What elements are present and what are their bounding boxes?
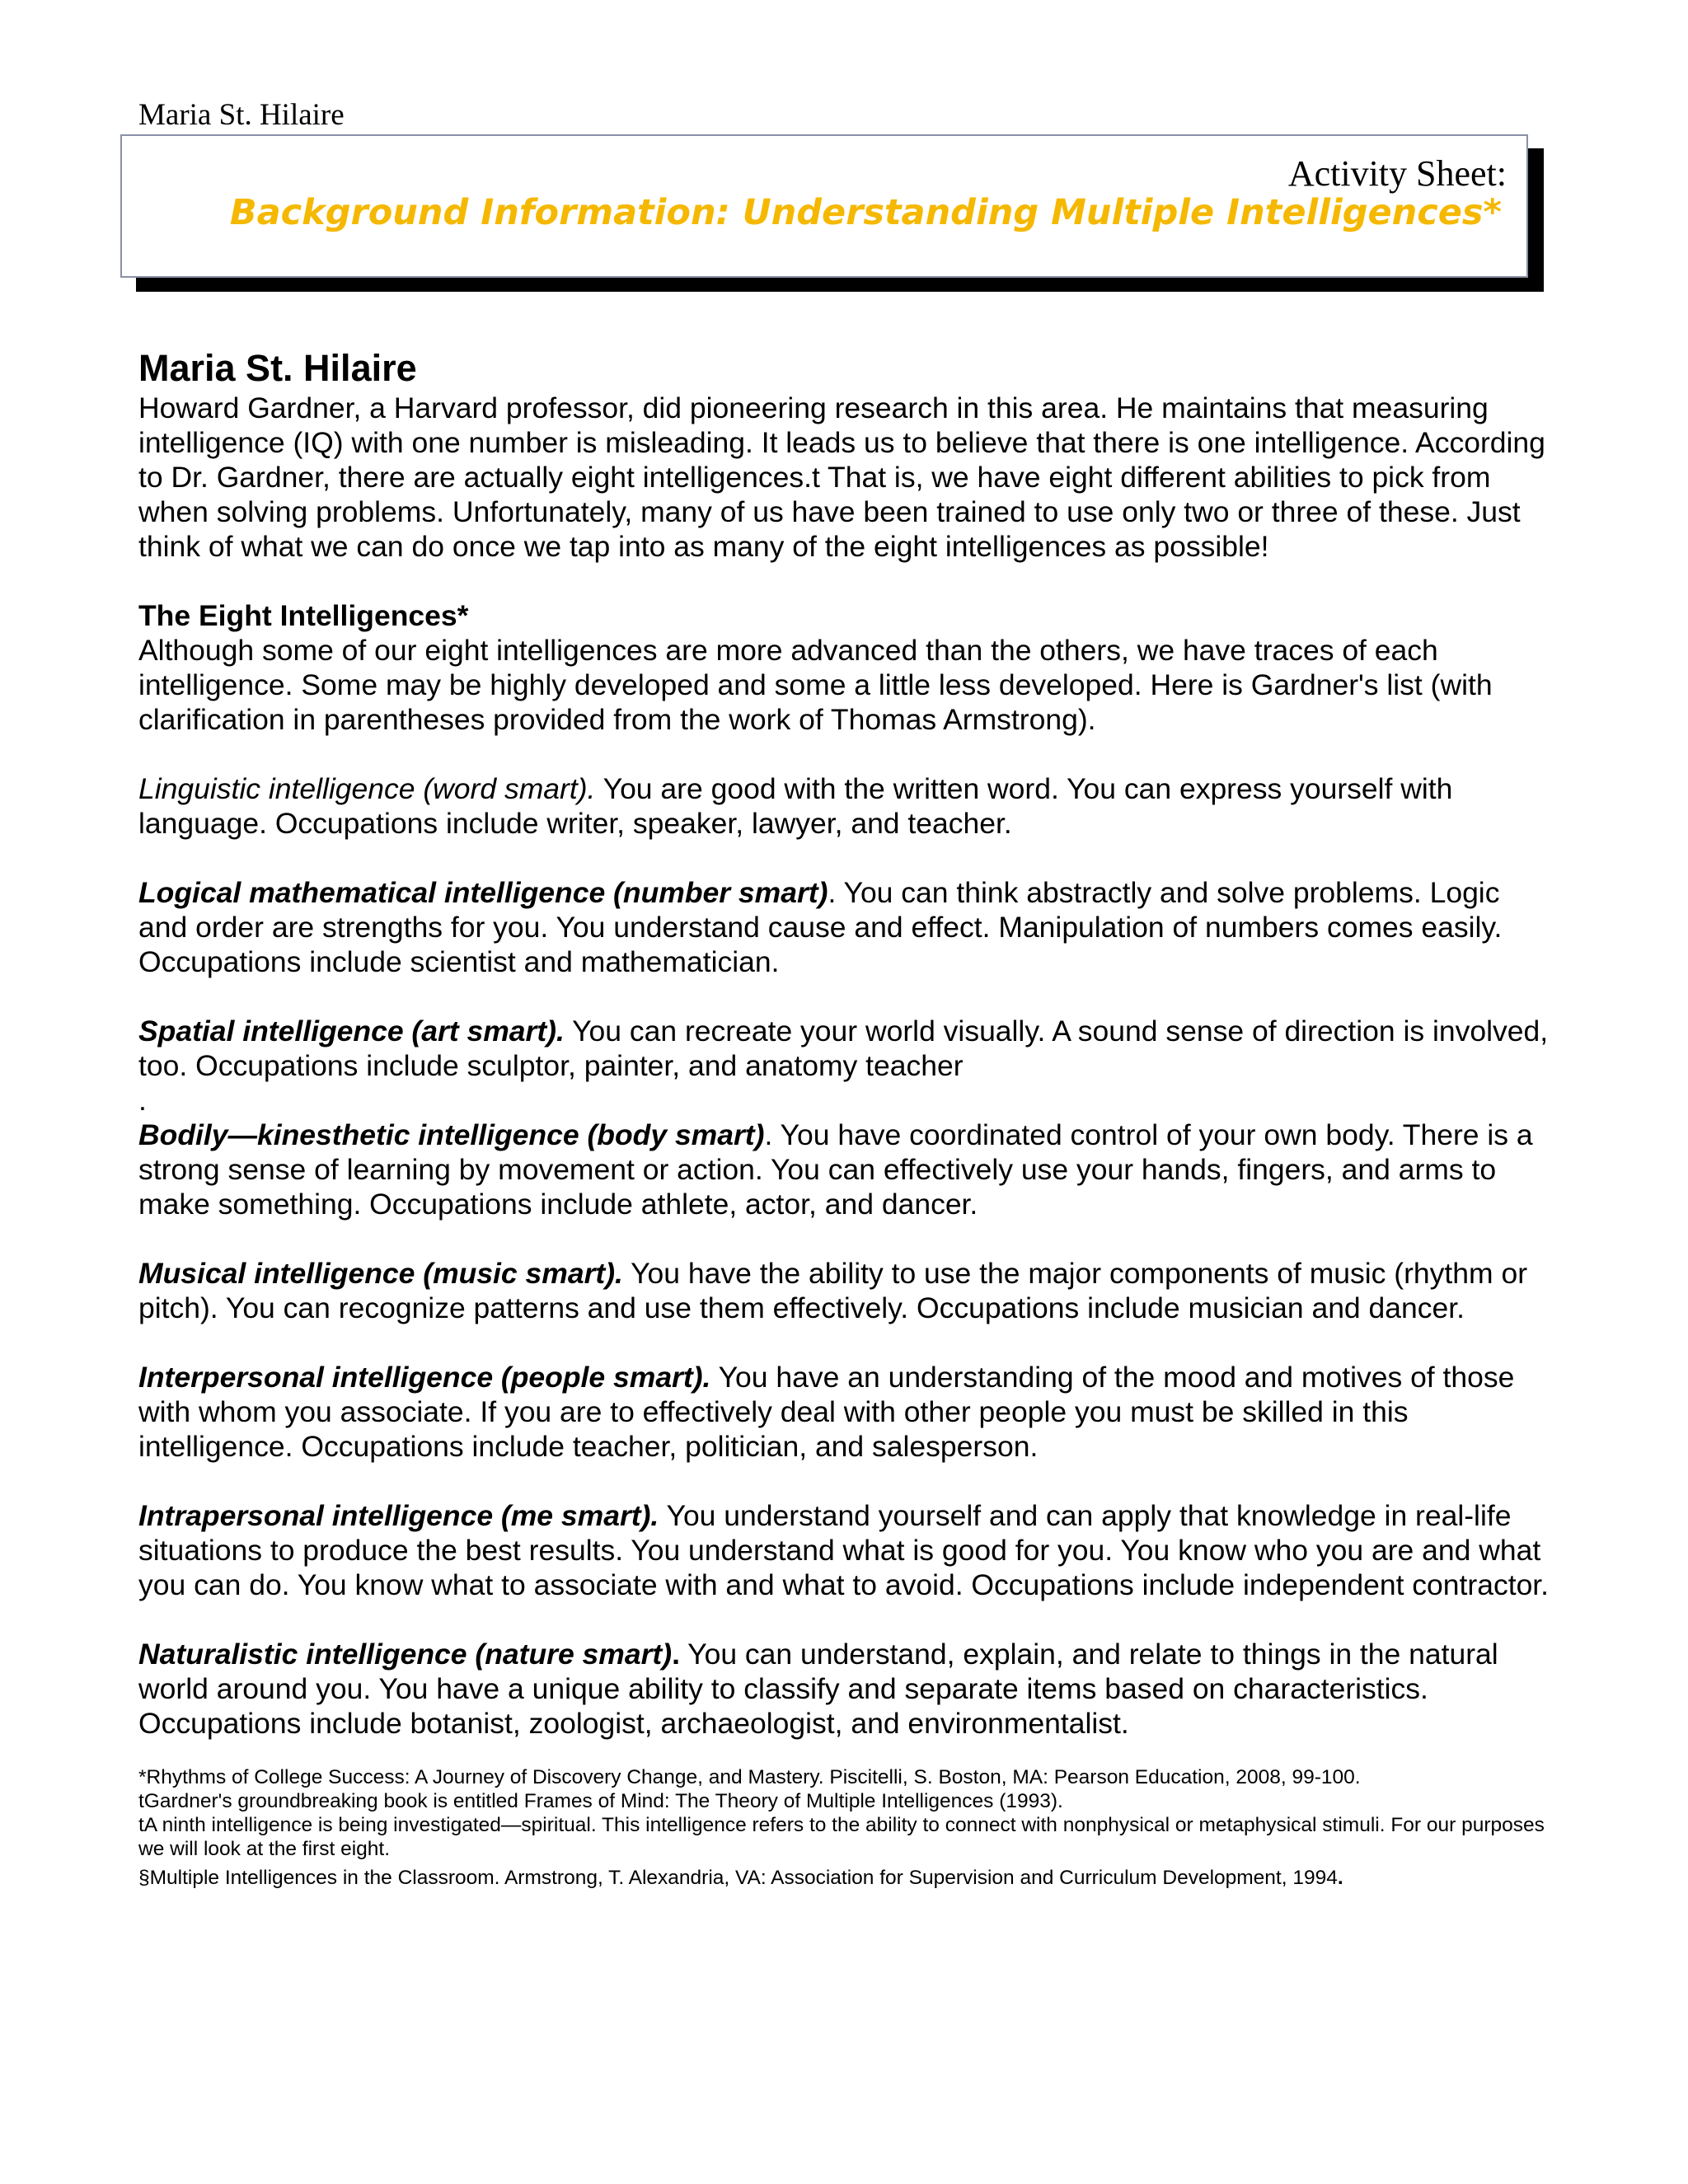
footnote: tGardner's groundbreaking book is entitled Frames of Mind: The Theory of Multiple Intelligences (1993). [138,1790,1063,1812]
document-body [138,346,1556,1890]
intelligence-intrapersonal: Intrapersonal intelligence (me smart). You understand yourself and can apply that knowledge in real-life situations to produce the best results. You understand what is good for you. You know who you are and what you can do. You know what to associate with and what to avoid. Occupations include independent contractor. [138,1499,1550,1601]
intelligence-naturalistic: Naturalistic intelligence (nature smart). You can understand, explain, and relate to things in the natural world around you. You have a unique ability to classify and separate items based on characteristics. Occupations include botanist, zoologist, archaeologist, and environmentalist. [138,1638,1498,1740]
intro-paragraph: Howard Gardner, a Harvard professor, did pioneering research in this area. He maintains that measuring intelligence (IQ) with one number is misleading. It leads us to believe that there is one intelligence. According to Dr. Gardner, there are actually eight intelligences.t That is, we have eight different abilities to pick from when solving problems. Unfortunately, many of us have been trained to use only two or three of these. Just think of what we can do once we tap into as many of the eight intelligences as possible! [138,391,1545,563]
running-header: Maria St. Hilaire [138,98,345,132]
intelligence-term: Bodily—kinesthetic intelligence (body smart) [138,1118,765,1151]
intelligence-bodily: Bodily—kinesthetic intelligence (body smart). You have coordinated control of your own body. There is a strong sense of learning by movement or action. You can effectively use your hands, fingers, and arms to make something. Occupations include athlete, actor, and dancer. [138,1118,1533,1221]
activity-sheet-label: Activity Sheet: [1287,153,1507,194]
intelligence-musical: Musical intelligence (music smart). You have the ability to use the major components of music (rhythm or pitch). You can recognize patterns and use them effectively. Occupations include musician and dancer. [138,1257,1528,1324]
section-heading: The Eight Intelligences* [138,599,469,632]
intelligence-linguistic: Linguistic intelligence (word smart). You are good with the written word. You can express yourself with language. Occupations include writer, speaker, lawyer, and teacher. [138,772,1453,840]
footnote: §Multiple Intelligences in the Classroom. Armstrong, T. Alexandria, VA: Association for Supervision and Curriculum Development, 1994. [138,1867,1343,1889]
document-title: Background Information: Understanding Multiple Intelligences* [229,192,1502,233]
footnotes [138,1765,1556,1890]
intelligence-spatial: Spatial intelligence (art smart). You can recreate your world visually. A sound sense of direction is involved, too. Occupations include sculptor, painter, and anatomy teacher [138,1015,1549,1082]
footnote: *Rhythms of College Success: A Journey of Discovery Change, and Mastery. Piscitelli, S. Boston, MA: Pearson Education, 2008, 99-100. [138,1766,1361,1788]
footnote: tA ninth intelligence is being investigated—spiritual. This intelligence refers to the ability to connect with nonphysical or metaphysical stimuli. For our purposes we will look at the first eight. [138,1814,1545,1860]
intelligence-logical: Logical mathematical intelligence (number smart). You can think abstractly and solve problems. Logic and order are strengths for you. You understand cause and effect. Manipulation of numbers comes easily. Occupations include scientist and mathematician. [138,876,1503,978]
author-name: Maria St. Hilaire [138,347,417,389]
intelligence-term: Intrapersonal intelligence (me smart). [138,1499,659,1532]
intelligence-term: Spatial intelligence (art smart). [138,1015,565,1047]
intelligence-term: Logical mathematical intelligence (number smart) [138,876,828,909]
stray-period: . [138,1084,147,1117]
intelligence-term: Interpersonal intelligence (people smart). [138,1361,711,1394]
intelligence-term: Musical intelligence (music smart). [138,1257,623,1290]
intelligence-term: Linguistic intelligence (word smart). [138,772,596,805]
title-box [120,134,1528,278]
intelligence-term: Naturalistic intelligence (nature smart) [138,1638,673,1671]
intelligence-interpersonal: Interpersonal intelligence (people smart). You have an understanding of the mood and motives of those with whom you associate. If you are to effectively deal with other people you must be skilled in this intelligence. Occupations include teacher, politician, and salesperson. [138,1361,1515,1463]
section-paragraph: Although some of our eight intelligences are more advanced than the others, we have traces of each intelligence. Some may be highly developed and some a little less developed. Here is Gardner's list (with clarification in parentheses provided from the work of Thomas Armstrong). [138,634,1493,736]
